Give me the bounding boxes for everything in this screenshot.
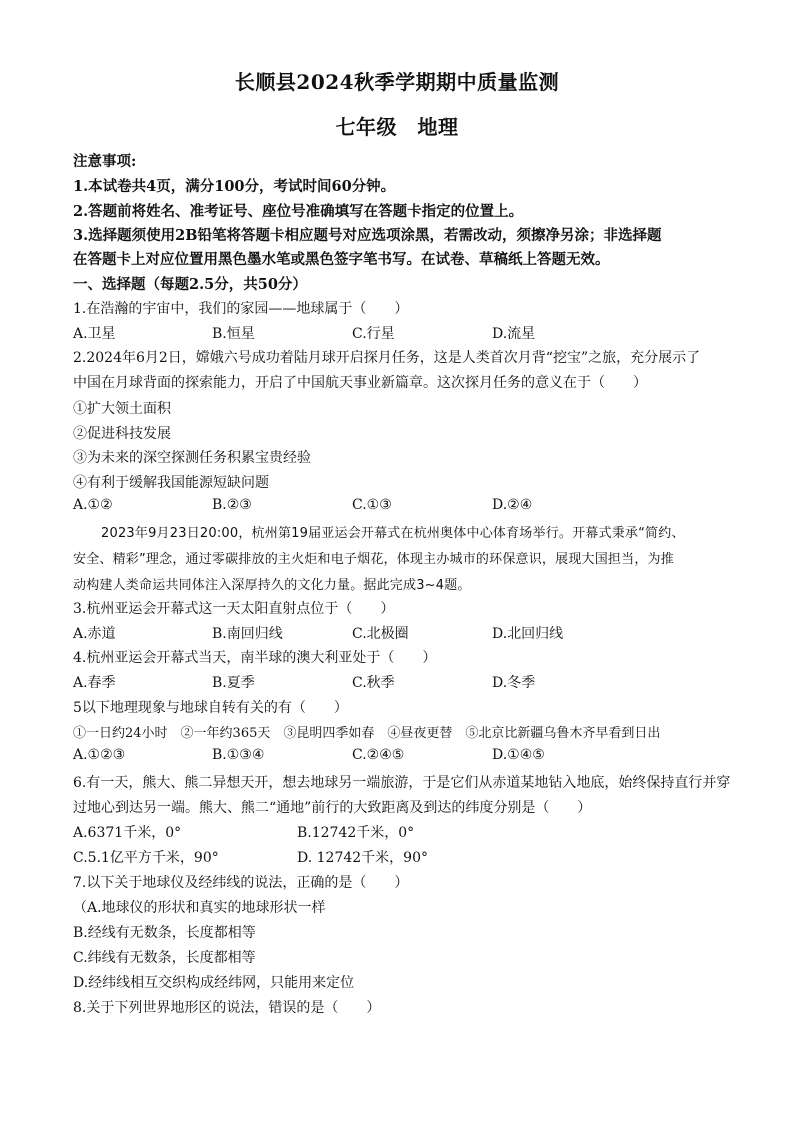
q4-option-d: D.冬季 [492,675,536,691]
q7-option-b: B.经线有无数条，长度都相等 [73,925,256,941]
q5-items: ①一日约24小时 ②一年约365天 ③昆明四季如春 ④昼夜更替 ⑤北京比新疆乌鲁木齐早看到日出 [73,726,661,741]
q6-stem-1: 6.有一天，熊大、熊二异想天开，想去地球另一端旅游，于是它们从赤道某地钻入地底，始终保持直行并穿 [73,775,731,791]
q1-stem: 1.在浩瀚的宇宙中，我们的家园——地球属于（ ） [73,301,409,317]
q2-option-d: D.②④ [492,497,533,513]
notice-heading: 注意事项: [73,153,137,170]
page-subtitle: 七年级 地理 [335,115,459,139]
q1-option-d: D.流星 [492,326,536,342]
q7-option-c: C.纬线有无数条，长度都相等 [73,950,256,966]
q1-option-c: C.行星 [352,326,395,342]
q2-item-3: ③为未来的深空探测任务积累宝贵经验 [73,450,311,466]
q7-option-d: D.经纬线相互交织构成经纬网，只能用来定位 [73,975,355,991]
q5-option-c: C.②④⑤ [352,747,405,763]
q5-option-b: B.①③④ [212,747,265,763]
q3-option-c: C.北极圈 [352,626,409,642]
q6-stem-2: 过地心到达另一端。熊大、熊二“通地”前行的大致距离及到达的纬度分别是（ ） [73,800,592,816]
q6-option-a: A.6371千米，0° [73,825,182,841]
q3-option-a: A.赤道 [73,626,116,642]
q7-stem: 7.以下关于地球仪及经纬线的说法，正确的是（ ） [73,875,409,891]
passage-line-2: 安全、精彩”理念，通过零碳排放的主火炬和电子烟花，体现主办城市的环保意识，展现大国担当，为推 [73,552,674,567]
q1-option-a: A.卫星 [73,326,116,342]
q2-item-4: ④有利于缓解我国能源短缺问题 [73,475,269,491]
section-heading: 一、选择题（每题2.5分，共50分） [73,276,307,293]
q1-option-b: B.恒星 [212,326,255,342]
q4-option-b: B.夏季 [212,675,255,691]
q3-option-b: B.南回归线 [212,626,283,642]
page-title: 长顺县2024秋季学期期中质量监测 [234,70,560,94]
q6-option-d: D. 12742千米，90° [297,850,428,866]
q2-stem-1: 2.2024年6月2日，嫦娥六号成功着陆月球开启探月任务，这是人类首次月背“挖宝”之旅，充分展示了 [73,350,701,366]
notice-item-2: 2.答题前将姓名、准考证号、座位号准确填写在答题卡指定的位置上。 [73,203,524,220]
q4-option-a: A.春季 [73,675,116,691]
passage-line-1: 2023年9月23日20:00，杭州第19届亚运会开幕式在杭州奥体中心体育场举行。开幕式秉承“简约、 [101,526,685,541]
q7-option-a: （A.地球仪的形状和真实的地球形状一样 [73,900,326,916]
q2-item-2: ②促进科技发展 [73,426,171,442]
q2-option-c: C.①③ [352,497,392,513]
q6-option-b: B.12742千米，0° [297,825,415,841]
q5-stem: 5以下地理现象与地球自转有关的有（ ） [73,700,348,716]
q4-option-c: C.秋季 [352,675,395,691]
q2-option-b: B.②③ [212,497,252,513]
q2-option-a: A.①② [73,497,113,513]
q5-option-d: D.①④⑤ [492,747,545,763]
q4-stem: 4.杭州亚运会开幕式当天，南半球的澳大利亚处于（ ） [73,650,437,666]
q6-option-c: C.5.1亿平方千米，90° [73,850,219,866]
q8-stem: 8.关于下列世界地形区的说法，错误的是（ ） [73,1000,381,1016]
q3-option-d: D.北回归线 [492,626,564,642]
notice-item-1: 1.本试卷共4页，满分100分，考试时间60分钟。 [73,178,396,195]
notice-item-3: 3.选择题须使用2B铅笔将答题卡相应题号对应选项涂黑，若需改动，须擦净另涂；非选择题 [73,227,662,244]
notice-item-3-cont: 在答题卡上对应位置用黑色墨水笔或黑色签字笔书写。在试卷、草稿纸上答题无效。 [73,251,610,268]
q5-option-a: A.①②③ [73,747,126,763]
q2-item-1: ①扩大领土面积 [73,401,171,417]
q3-stem: 3.杭州亚运会开幕式这一天太阳直射点位于（ ） [73,601,395,617]
q2-stem-2: 中国在月球背面的探索能力，开启了中国航天事业新篇章。这次探月任务的意义在于（ ） [73,375,647,391]
passage-line-3: 动构建人类命运共同体注入深厚持久的文化力量。据此完成3~4题。 [73,578,471,593]
